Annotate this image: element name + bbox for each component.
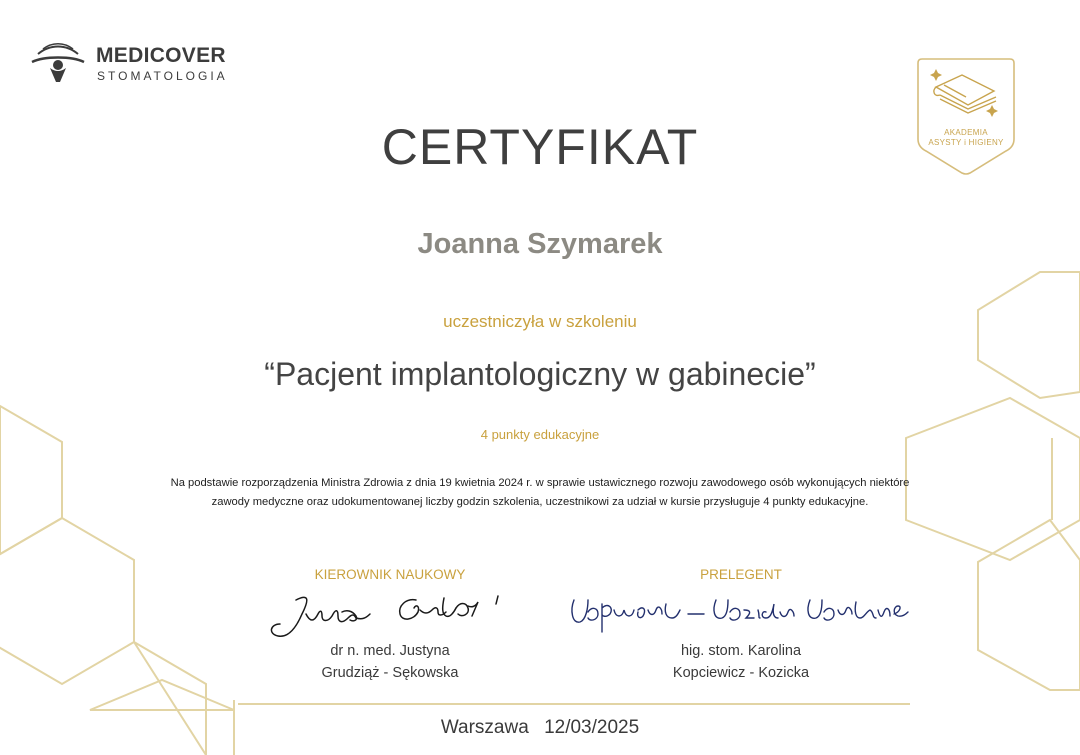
medicover-logo <box>28 40 248 88</box>
right-signatory-name-line1: hig. stom. Karolina <box>680 643 802 659</box>
left-signatory-role: KIEROWNIK NAUKOWY <box>314 567 466 582</box>
place-and-date <box>0 717 1080 739</box>
education-points: 4 punkty edukacyjne <box>480 427 600 442</box>
right-signatory-role: PRELEGENT <box>700 567 782 582</box>
participation-text: uczestniczyła w szkoleniu <box>443 312 637 331</box>
date: 12/03/2025 <box>544 717 640 738</box>
left-signature <box>266 588 516 644</box>
course-title: “Pacjent implantologiczny w gabinecie” <box>264 356 816 392</box>
logo-name: MEDICOVER <box>96 44 226 67</box>
right-signatory-name <box>596 640 886 684</box>
book-with-stars-icon <box>930 69 998 117</box>
footer-divider <box>238 703 910 705</box>
badge-line-2: ASYSTY i HIGIENY <box>928 138 1004 147</box>
place: Warszawa <box>440 717 529 738</box>
recipient-name: Joanna Szymarek <box>417 228 663 260</box>
right-signatory-name-line2: Kopciewicz - Kozicka <box>672 665 810 681</box>
logo-subtitle: STOMATOLOGIA <box>97 69 228 83</box>
right-signature <box>566 590 926 634</box>
legal-basis-text: Na podstawie rozporządzenia Ministra Zdrowia z dnia 19 kwietnia 2024 r. w sprawie ustawicznego rozwoju zawodowego osób wykonujących niektóre zawody medyczne oraz udokumentowanej liczby godzin szkolenia, uczestnikowi za udział w kursie przysługuje 4 punkty edukacyjne. <box>170 477 910 508</box>
left-signatory-name-line2: Grudziąż - Sękowska <box>321 665 459 681</box>
badge-line-1: AKADEMIA <box>944 128 988 137</box>
certificate-title: CERTYFIKAT <box>381 119 699 175</box>
medicover-emblem-icon <box>28 40 88 84</box>
left-signatory-name <box>240 640 540 684</box>
left-signatory-name-line1: dr n. med. Justyna <box>330 643 450 659</box>
